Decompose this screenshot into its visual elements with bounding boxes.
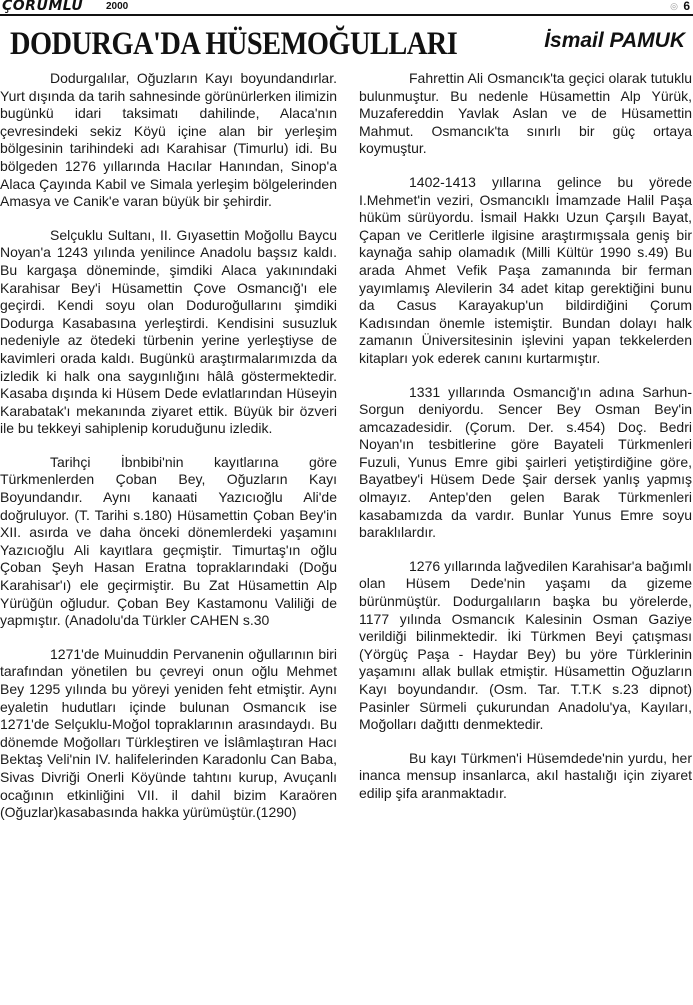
paragraph: Bu kayı Türkmen'i Hüsemdede'nin yurdu, her inanca mensup insanlarca, akıl hastalığı için ziyaret edilip şifa aranmaktadır. — [359, 749, 692, 801]
paragraph: Fahrettin Ali Osmancık'ta geçici olarak tutuklu bulunmuştur. Bu nedenle Hüsamettin Alp Yürük, Muzafereddin Yavlak Aslan ve de Hüsamettin Mahmut. Osmancık'ta sınırlı bir güç ortaya koymuştur. — [359, 70, 692, 157]
paragraph: 1271'de Muinuddin Pervanenin oğullarının biri tarafından yönetilen bu çevreyi onun oğlu Mehmet Bey 1295 yılında bu yöreyi yeniden feht etmiştir. Aynı eyaletin hudutları içinde bulunan Osmancık ise 1271'de Selçuklu-Moğol topraklarının arasındaydı. Bu dönemde Moğolları Türkleştiren ve İslâmlaştıran Hacı Bektaş Veli'nin IV. halifelerinden Karadonlu Can Baba, Sivas Divriği Onerli Köyünde tahtını kurup, Avuçanlı ocağının etkinliğini VII. il dahil bizim Karaören (Oğuzlar)kasabasında hakka yürümüştür.(1290) — [0, 645, 337, 821]
header-rule — [0, 14, 693, 16]
page-header — [0, 0, 693, 16]
page-number: 6 — [683, 0, 690, 13]
paragraph: Selçuklu Sultanı, II. Gıyasettin Moğollu Baycu Noyan'a 1243 yılında yenilince Anadolu başsız kaldı. Bu kargaşa döneminde, şimdiki Alaca yakınındaki Karahisar Bey'i Hüsamettin Çove Osmancığ'ı ele geçirdi. Kendi soyu olan Doduroğullarını şimdiki Dodurga Kasabasına yerleştirdi. Kendisini susuzluk nedeniyle az ötedeki türbenin yerine yerleştiyse de kavimleri orada kaldı. Bugünkü araştırmalarımızda da izledik ki halk ona saygınlığını hâlâ göstermektedir. Kasaba dışında ki Hüsem Dede evlatlarından Hüseyin Karabatak'ı mekanında ziyaret ettik. Büyük bir özveri ile bu tekkeyi sahiplenip koruduğunu izledik. — [0, 226, 337, 437]
right-column — [359, 70, 692, 819]
paragraph: 1331 yıllarında Osmancığ'ın adına Sarhun-Sorgun deniyordu. Sencer Bey Osman Bey'in amcazadesidir. (Çorum. Der. s.454) Doç. Bedri Noyan'ın tesbitlerine göre Bayateli Türkmenleri Fuzuli, Yunus Emre gibi şairleri yetiştirdiğine göre, Bayatbey'i Hüsem Dede Şair dersek yanlış yapmış olmayız. Antep'den gelen Barak Türkmenleri kasabamızda da vardır. Bunlar Yunus Emre soyu baraklılardır. — [359, 383, 692, 541]
left-column — [0, 70, 337, 838]
paragraph: Tarihçi İbnbibi'nin kayıtlarına göre Türkmenlerden Çoban Bey, Oğuzların Kayı Boyundandır. Aynı kanaati Yazıcıoğlu Ali'de doğruluyor. (T. Tarihi s.180) Hüsamettin Çoban Bey'in XII. asırda ve daha önceki dönemlerdeki yaşamını Yazıcıoğlu Ali kayıtlara geçmiştir. Timurtaş'ın oğlu Çoban Şeyh Hasan Eratna topraklarındaki (Doğu Karahisar'ı) ele geçirmiştir. Bu Zat Hüsamettin Alp Yürüğün oğludur. Çoban Bey Kastamonu Valiliği de yapmıştır. (Anadolu'da Türkler CAHEN s.30 — [0, 453, 337, 629]
article-author: İsmail PAMUK — [544, 29, 685, 52]
paragraph: Dodurgalılar, Oğuzların Kayı boyundandırlar. Yurt dışında da tarih sahnesinde görünürlerken ilimizin bugünkü idari taksimatı dahilinde, Alaca'nın çevresindeki sekiz Köyü içine alan bir yerleşim bölgesinin tarihindeki adı Karahisar (Timurlu) idi. Bu bölgeden 1276 yıllarında Hacılar Hanından, Sinop'a Alaca Çayında Kabil ve Simala yerleşim bölgelerinden Amasya ve Canik'e varan büyük bir şehirdir. — [0, 70, 337, 210]
issue-year: 2000 — [106, 1, 129, 12]
paragraph: 1276 yıllarında lağvedilen Karahisar'a bağımlı olan Hüsem Dede'nin yaşamı da gizeme bürünmüştür. Dodurgalıların başka bu yörelerde, 1177 yılında Osmancık Kalesinin Osman Gaziye verildiği bilinmektedir. İki Türkmen Beyi çatışması (Yörgüç Paşa - Haydar Bey) bu yöre Türklerinin yaşamını allak bullak etmiştir. Hüsamettin Oğuzların Kayı boyundandır. (Osm. Tar. T.T.K s.23 dipnot) Pasinler Sürmeli çukurundan Anadolu'ya, Kayıları, Moğolları dağıttı denmektedir. — [359, 557, 692, 733]
masthead-logo: ÇORUMLU — [2, 0, 84, 14]
paragraph: 1402-1413 yıllarına gelince bu yörede I.Mehmet'in veziri, Osmancıklı İmamzade Halil Paşa hüküm sürüyordu. İsmail Hakkı Uzun Çarşılı Bayat, Çapan ve Ceritlerle ilgisine araştırmışsala geniş bir kaynağa sahip olamadık (Milli Kültür 1990 s.49) Bu arada Ahmet Vefik Paşa zamanında bir ferman yayımlamış Alevilerin 34 adet kitap gerektiğini bunu da Casus Karayakup'un bildirdiğini Çorum Kadısından önemle istemiştir. Bundan dolayı halk zamanın Üniversitesinin işlevini yapan tekkelerden kitapları yok ederek canını kurtarmıştır. — [359, 173, 692, 366]
page-marker-icon: ◎ — [670, 1, 678, 11]
article-title: DODURGA'DA HÜSEMOĞULLARI — [10, 26, 458, 62]
